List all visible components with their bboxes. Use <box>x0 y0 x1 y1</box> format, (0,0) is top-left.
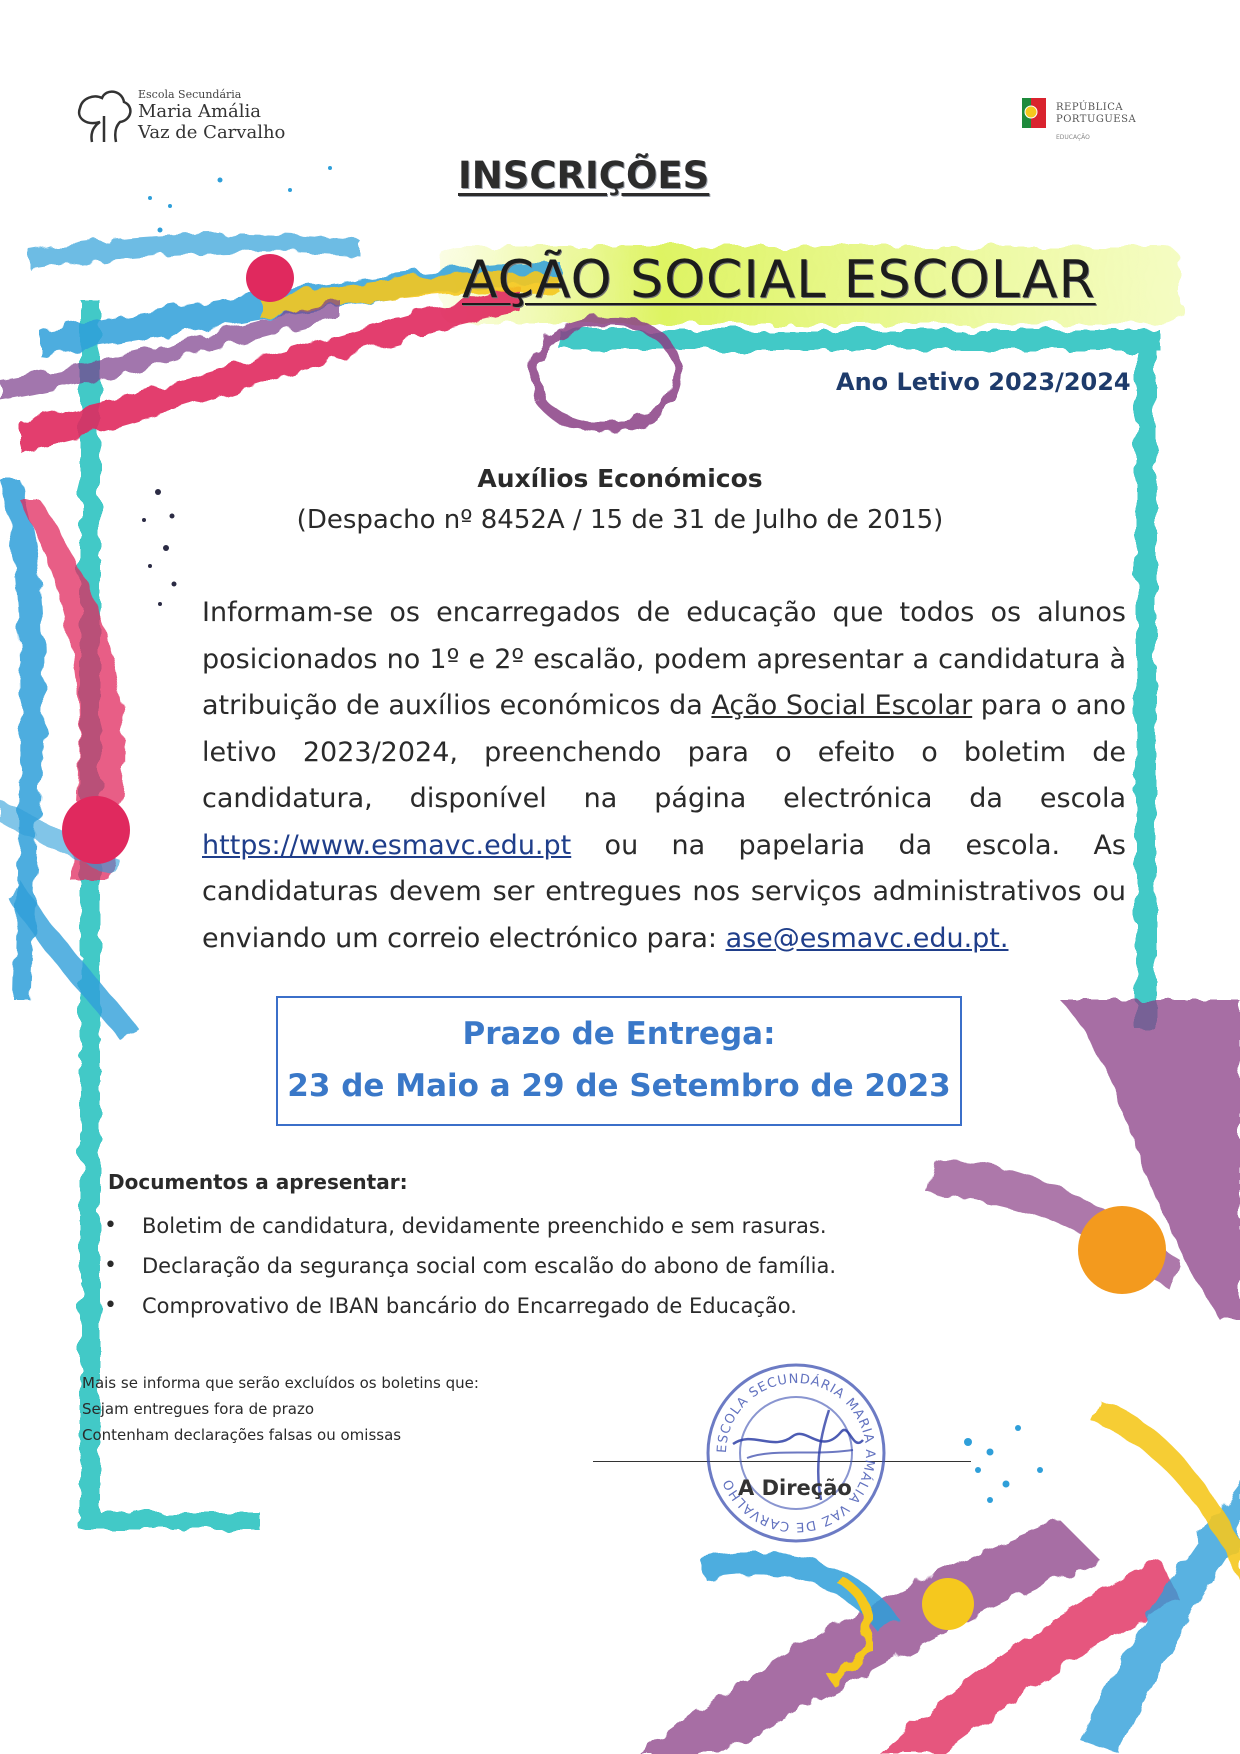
exclusion-item: Sejam entregues fora de prazo <box>82 1400 315 1418</box>
right-speckles <box>964 1425 1043 1503</box>
republic-line2: PORTUGUESA <box>1056 114 1137 125</box>
left-side-strokes <box>0 480 140 1040</box>
inscricoes-heading: INSCRIÇÕES <box>458 154 710 197</box>
school-logo-line2: Vaz de Carvalho <box>138 122 286 143</box>
body-underlined: Ação Social Escolar <box>711 690 973 721</box>
tree-icon <box>72 86 136 146</box>
body-part1: Informam-se os encarregados de educação que todos os alunos posicionados no 1º e 2º escalão, podem apresentar a candidatura à atribuição de auxílios económicos da <box>202 597 1126 721</box>
deadline-box <box>276 996 962 1126</box>
republic-emblem-icon <box>1022 98 1046 128</box>
school-website-link[interactable]: https://www.esmavc.edu.pt <box>202 829 572 861</box>
republic-logo <box>1022 96 1152 146</box>
auxilios-subtitle: (Despacho nº 8452A / 15 de 31 de Julho de 2015) <box>296 505 944 535</box>
body-paragraph <box>202 590 1126 962</box>
orange-dot <box>1078 1206 1166 1294</box>
body-part2: para o ano letivo 2023/2024, preenchendo para o efeito o boletim de candidatura, disponível na página electrónica da escola <box>202 690 1127 814</box>
republic-line3: EDUCAÇÃO <box>1056 134 1090 141</box>
yellow-dot <box>922 1578 974 1630</box>
school-logo-line1: Maria Amália <box>138 101 262 122</box>
pink-dot-left <box>62 796 130 864</box>
list-item: • Declaração da segurança social com escalão do abono de família. <box>100 1246 836 1286</box>
school-stamp <box>703 1360 889 1546</box>
pink-dot-top <box>246 254 294 302</box>
documents-title: Documentos a apresentar: <box>108 1170 408 1194</box>
list-item: • Boletim de candidatura, devidamente preenchido e sem rasuras. <box>100 1206 836 1246</box>
ano-letivo: Ano Letivo 2023/2024 <box>836 368 1131 396</box>
auxilios-title: Auxílios Económicos <box>477 464 763 493</box>
school-logo <box>72 86 332 146</box>
stamp-text: ESCOLA SECUNDÁRIA MARIA AMÁLIA VAZ DE CARVALHO <box>714 1371 878 1535</box>
school-logo-small: Escola Secundária <box>138 88 242 101</box>
signature-label: A Direção <box>738 1476 852 1500</box>
exclusions-note <box>82 1370 479 1448</box>
page-title: AÇÃO SOCIAL ESCOLAR <box>462 250 1096 310</box>
deadline-title: Prazo de Entrega: <box>462 1016 776 1052</box>
list-item: • Comprovativo de IBAN bancário do Encarregado de Educação. <box>100 1286 836 1326</box>
documents-list <box>100 1206 836 1326</box>
top-speckles <box>148 166 332 233</box>
deadline-dates: 23 de Maio a 29 de Setembro de 2023 <box>287 1068 951 1104</box>
republic-line1: REPÚBLICA <box>1056 102 1124 113</box>
body-part3: ou na papelaria da escola. As candidaturas devem ser entregues nos serviços administrativos ou enviando um correio electrónico para: <box>202 829 1126 954</box>
email-link[interactable]: ase@esmavc.edu.pt. <box>725 922 1009 954</box>
exclusion-item: Contenham declarações falsas ou omissas <box>82 1426 402 1444</box>
exclusions-intro: Mais se informa que serão excluídos os boletins que: <box>82 1374 479 1392</box>
